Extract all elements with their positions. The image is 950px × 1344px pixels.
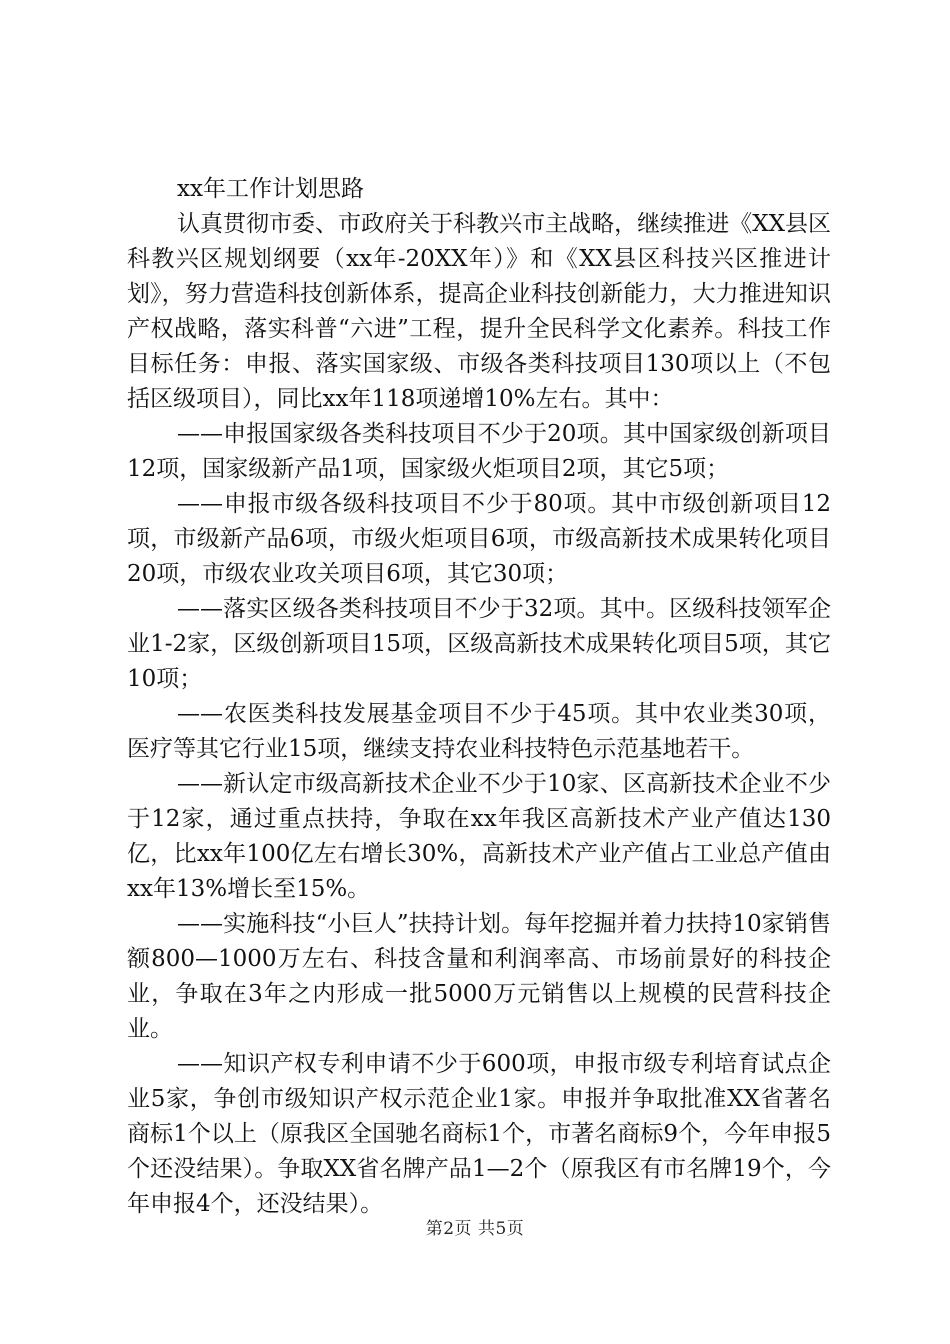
paragraph-national-projects: ——申报国家级各类科技项目不少于20项。其中国家级创新项目12项，国家级新产品1项，国家级火炬项目2项，其它5项； bbox=[127, 421, 831, 482]
document-body bbox=[127, 172, 831, 1222]
paragraph-district-projects: ——落实区级各类科技项目不少于32项。其中。区级科技领军企业1-2家，区级创新项目15项，区级高新技术成果转化项目5项，其它10项； bbox=[127, 596, 831, 692]
page-number-footer: 第2页 共5页 bbox=[425, 1219, 525, 1239]
paragraph-intellectual-property: ——知识产权专利申请不少于600项，申报市级专利培育试点企业5家，争创市级知识产权示范企业1家。申报并争取批准XX省著名商标1个以上（原我区全国驰名商标1个，市著名商标9个，今年申报5个还没结果）。争取XX省名牌产品1—2个（原我区有市名牌19个，今年申报4个，还没结果）。 bbox=[127, 1051, 832, 1217]
paragraph-agri-medical-fund: ——农医类科技发展基金项目不少于45项。其中农业类30项，医疗等其它行业15项，继续支持农业科技特色示范基地若干。 bbox=[127, 701, 831, 762]
paragraph-little-giant-plan: ——实施科技“小巨人”扶持计划。每年挖掘并着力扶持10家销售额800—1000万左右、科技含量和利润率高、市场前景好的科技企业，争取在3年之内形成一批5000万元销售以上规模的民营科技企业。 bbox=[127, 911, 831, 1042]
paragraph-city-projects: ——申报市级各级科技项目不少于80项。其中市级创新项目12项，市级新产品6项，市级火炬项目6项，市级高新技术成果转化项目20项，市级农业攻关项目6项，其它30项； bbox=[127, 491, 831, 587]
paragraph-high-tech-enterprises: ——新认定市级高新技术企业不少于10家、区高新技术企业不少于12家，通过重点扶持，争取在xx年我区高新技术产业产值达130亿，比xx年100亿左右增长30%，高新技术产业产值占工业总产值由xx年13%增长至15%。 bbox=[127, 771, 831, 902]
paragraph-intro: 认真贯彻市委、市政府关于科教兴市主战略，继续推进《XX县区科教兴区规划纲要（xx年-20XX年）》和《XX县区科技兴区推进计划》，努力营造科技创新体系，提高企业科技创新能力，大力推进知识产权战略，落实科普“六进”工程，提升全民科学文化素养。科技工作目标任务：申报、落实国家级、市级各类科技项目130项以上（不包括区级项目），同比xx年118项递增10%左右。其中： bbox=[127, 211, 831, 412]
document-heading: xx年工作计划思路 bbox=[177, 176, 364, 202]
